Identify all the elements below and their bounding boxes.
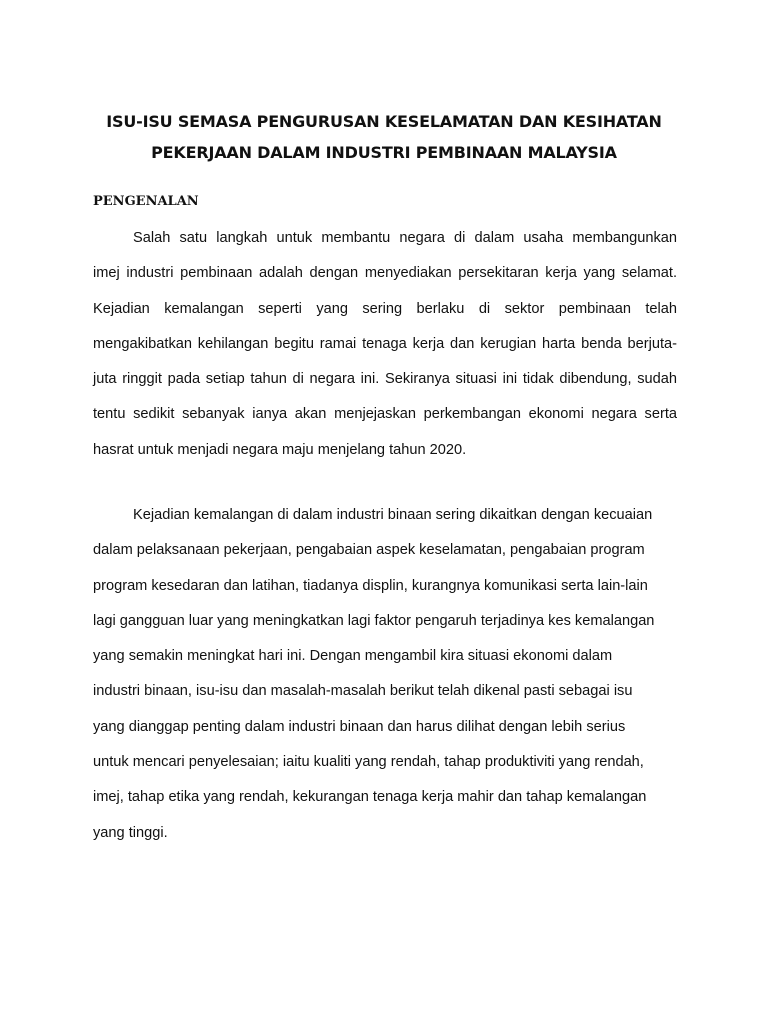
paragraph-line: mengakibatkan kehilangan begitu ramai tenaga kerja dan kerugian harta benda berjuta- <box>93 335 677 352</box>
paragraph-line: imej industri pembinaan adalah dengan menyediakan persekitaran kerja yang selamat. <box>93 265 677 282</box>
paragraph-line: tentu sedikit sebanyak ianya akan menjejaskan perkembangan ekonomi negara serta <box>93 406 677 423</box>
paragraph-line: imej, tahap etika yang rendah, kekurangan tenaga kerja mahir dan tahap kemalangan <box>93 789 647 806</box>
paragraph-line: hasrat untuk menjadi negara maju menjelang tahun 2020. <box>93 441 467 458</box>
paragraph-accidents <box>93 505 677 858</box>
paragraph-line: Kejadian kemalangan di dalam industri binaan sering dikaitkan dengan kecuaian <box>133 507 653 523</box>
paragraph-line: untuk mencari penyelesaian; iaitu kualiti yang rendah, tahap produktiviti yang rendah, <box>93 754 644 771</box>
paragraph-line: juta ringgit pada setiap tahun di negara ini. Sekiranya situasi ini tidak dibendung, sudah <box>93 371 677 388</box>
paragraph-line: program kesedaran dan latihan, tiadanya displin, kurangnya komunikasi serta lain-lain <box>93 577 648 594</box>
paragraph-line: lagi gangguan luar yang meningkatkan lagi faktor pengaruh terjadinya kes kemalangan <box>93 612 655 629</box>
section-heading: PENGENALAN <box>93 194 199 209</box>
paragraph-line: Kejadian kemalangan seperti yang sering berlaku di sektor pembinaan telah <box>93 300 677 317</box>
document-title <box>70 106 698 168</box>
paragraph-line: dalam pelaksanaan pekerjaan, pengabaian aspek keselamatan, pengabaian program <box>93 542 645 559</box>
paragraph-line: yang tinggi. <box>93 824 168 841</box>
paragraph-line: Salah satu langkah untuk membantu negara di dalam usaha membangunkan <box>133 230 677 246</box>
paragraph-intro <box>93 228 677 475</box>
paragraph-line: industri binaan, isu-isu dan masalah-masalah berikut telah dikenal pasti sebagai isu <box>93 683 633 700</box>
paragraph-line: yang dianggap penting dalam industri binaan dan harus dilihat dengan lebih serius <box>93 718 626 735</box>
paragraph-line: yang semakin meningkat hari ini. Dengan mengambil kira situasi ekonomi dalam <box>93 648 613 665</box>
title-line: ISU-ISU SEMASA PENGURUSAN KESELAMATAN DAN KESIHATAN <box>106 112 662 131</box>
title-line: PEKERJAAN DALAM INDUSTRI PEMBINAAN MALAYSIA <box>151 143 617 162</box>
